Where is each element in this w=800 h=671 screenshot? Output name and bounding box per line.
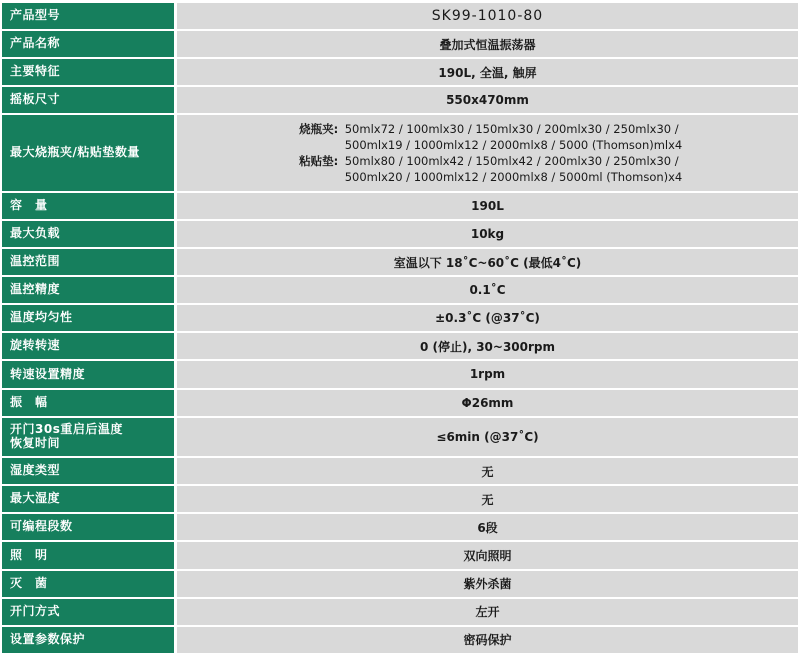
spec-label: 温控范围 [2,249,174,275]
spec-row-program-segments [2,514,798,542]
spec-label: 产品型号 [2,3,174,29]
spec-value: 190L [177,193,798,219]
spec-label: 最大湿度 [2,486,174,512]
spec-label: 最大烧瓶夹/粘贴垫数量 [2,115,174,191]
spec-label: 设置参数保护 [2,627,174,653]
spec-row-capacity [2,193,798,221]
spec-value: 无 [177,486,798,512]
sticky-pad-heading: 粘贴垫: [299,154,339,169]
spec-row-max-load [2,221,798,249]
spec-value: 0.1˚C [177,277,798,303]
spec-row-parameter-protection [2,627,798,655]
clamp-list [293,121,683,185]
spec-value: ±0.3˚C (@37˚C) [177,305,798,331]
spec-label: 可编程段数 [2,514,174,540]
spec-value: Φ26mm [177,390,798,416]
spec-value: ≤6min (@37˚C) [177,418,798,457]
spec-row-sterilization [2,571,798,599]
spec-row-max-humidity [2,486,798,514]
spec-row-rotation-speed [2,333,798,361]
sticky-pad-line: 50mlx80 / 100mlx42 / 150mlx42 / 200mlx30 / 250mlx30 / [344,154,679,169]
spec-row-platform-size [2,87,798,115]
spec-value: 叠加式恒温振荡器 [177,31,798,57]
sticky-pad-line: 500mlx20 / 1000mlx12 / 2000mlx8 / 5000ml (Thomson)x4 [344,170,683,185]
spec-value: 双向照明 [177,542,798,568]
spec-row-model [2,3,798,31]
spec-label: 灭 菌 [2,571,174,597]
spec-row-amplitude [2,390,798,418]
spec-label: 产品名称 [2,31,174,57]
spec-row-max-clamps [2,115,798,193]
spec-row-humidity-type [2,458,798,486]
spec-row-temp-range [2,249,798,277]
spec-label: 温度均匀性 [2,305,174,331]
spec-value: SK99-1010-80 [177,3,798,29]
spec-value: 0 (停止), 30~300rpm [177,333,798,359]
flask-clamp-line: 50mlx72 / 100mlx30 / 150mlx30 / 200mlx30 / 250mlx30 / [344,122,679,137]
spec-value: 550x470mm [177,87,798,113]
spec-row-recovery-time [2,418,798,459]
spec-label: 照 明 [2,542,174,568]
spec-label: 振 幅 [2,390,174,416]
spec-value: 室温以下 18˚C~60˚C (最低4˚C) [177,249,798,275]
spec-label: 主要特征 [2,59,174,85]
spec-value: 密码保护 [177,627,798,653]
spec-label: 开门30s重启后温度恢复时间 [2,418,174,457]
spec-row-features [2,59,798,87]
spec-label: 最大负载 [2,221,174,247]
flask-clamp-line: 500mlx19 / 1000mlx12 / 2000mlx8 / 5000 (Thomson)mlx4 [344,138,683,153]
spec-label: 旋转转速 [2,333,174,359]
spec-label: 湿度类型 [2,458,174,484]
spec-value: 紫外杀菌 [177,571,798,597]
spec-row-speed-precision [2,361,798,389]
spec-row-door-opening [2,599,798,627]
spec-row-temp-accuracy [2,277,798,305]
spec-value: 6段 [177,514,798,540]
spec-value [177,115,798,191]
flask-clamp-heading: 烧瓶夹: [299,122,339,137]
spec-value: 左开 [177,599,798,625]
spec-label: 温控精度 [2,277,174,303]
spec-label: 开门方式 [2,599,174,625]
spec-row-lighting [2,542,798,570]
spec-label: 转速设置精度 [2,361,174,387]
spec-value: 1rpm [177,361,798,387]
spec-value: 10kg [177,221,798,247]
spec-table [2,3,798,655]
spec-label: 摇板尺寸 [2,87,174,113]
spec-value: 无 [177,458,798,484]
spec-value: 190L, 全温, 触屏 [177,59,798,85]
spec-row-temp-uniformity [2,305,798,333]
spec-row-product-name [2,31,798,59]
spec-label: 容 量 [2,193,174,219]
